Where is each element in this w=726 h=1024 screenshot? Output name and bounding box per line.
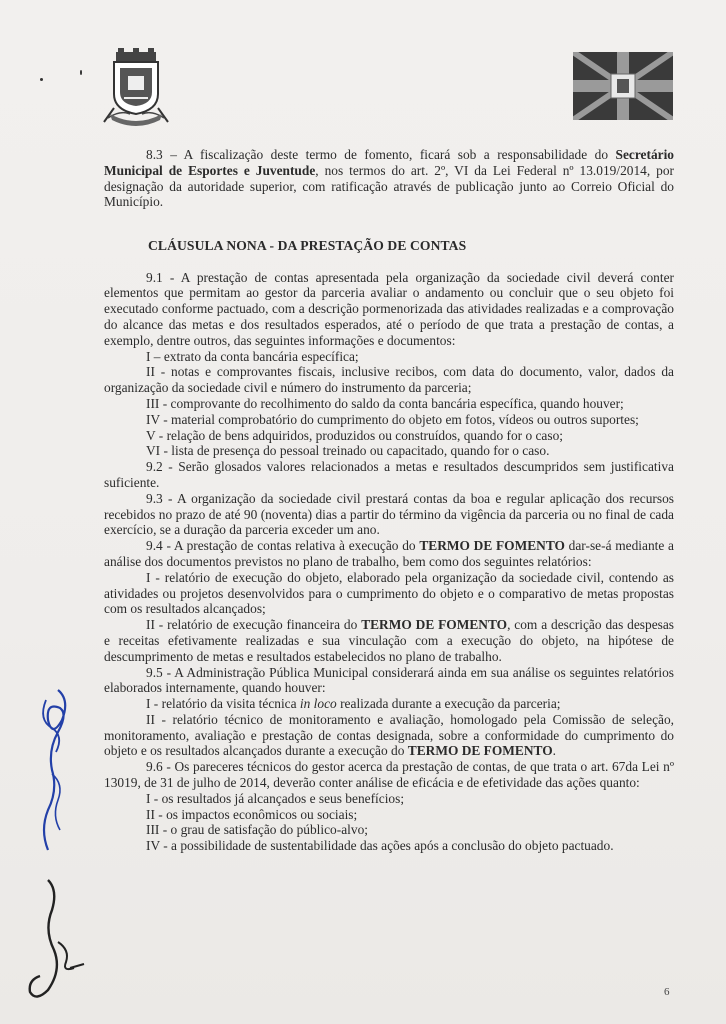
paragraph-9-3: 9.3 - A organização da sociedade civil prestará contas da boa e regular aplicação dos recursos recebidos no prazo de até 90 (noventa) dias a partir do término da vigência da parceria ou no final de cada exercício, se a duração da parceria exceder um ano.: [104, 490, 674, 538]
latin-term: in loco: [299, 696, 337, 712]
list-item: IV - a possibilidade de sustentabilidade das ações após a conclusão do objeto pactuado.: [146, 838, 614, 854]
paragraph-9-5: 9.5 - A Administração Pública Municipal considerará ainda em sua análise os seguintes relatórios elaborados internamente, quando houver:: [104, 664, 674, 696]
list-item: III - comprovante do recolhimento do saldo da conta bancária específica, quando houver;: [146, 395, 624, 411]
list-item: [104, 696, 674, 712]
list-item: I – extrato da conta bancária específica;: [146, 348, 359, 364]
list-item: [104, 712, 674, 759]
municipal-coat-of-arms-icon: [100, 48, 172, 128]
list-item: II - notas e comprovantes fiscais, inclusive recibos, com data do documento, valor, dados da organização da sociedade civil e número do instrumento da parceria;: [104, 364, 674, 396]
text: realizada durante a execução da parceria;: [336, 696, 561, 712]
term-name: TERMO DE FOMENTO: [361, 617, 508, 633]
paragraph-8-3: [104, 147, 674, 210]
paragraph-9-1: 9.1 - A prestação de contas apresentada pela organização da sociedade civil deverá conter elementos que permitam ao gestor da parceria avaliar o andamento ou concluir que o seu objeto foi executado conforme pactuado, com a descrição pormenorizada das atividades realizadas e a comprovação do alcance das metas e dos resultados esperados, até o período de que trata a prestação de contas, a exemplo, dentre outros, das seguintes informações e documentos:: [104, 269, 674, 348]
list-item: III - o grau de satisfação do público-alvo;: [146, 822, 368, 838]
handwritten-signature: [18, 680, 88, 1010]
text: I - relatório da visita técnica: [146, 696, 300, 712]
paragraph-9-4: [104, 538, 674, 570]
list-item: [104, 617, 674, 664]
term-name: TERMO DE FOMENTO: [419, 538, 565, 554]
list-item: V - relação de bens adquiridos, produzidos ou construídos, quando for o caso;: [146, 427, 563, 443]
list-item: VI - lista de presença do pessoal treinado ou capacitado, quando for o caso.: [146, 443, 550, 459]
paragraph-9-2: 9.2 - Serão glosados valores relacionados a metas e resultados descumpridos sem justificativa suficiente.: [104, 459, 674, 490]
text: II - relatório de execução financeira do: [146, 617, 362, 633]
paragraph-9-6: 9.6 - Os pareceres técnicos do gestor acerca da prestação de contas, de que trata o art. 67da Lei nº 13019, de 31 de julho de 2014, deverão conter análise de eficácia e de efetividade das ações quanto:: [104, 759, 674, 791]
text: .: [552, 743, 556, 759]
text: dar-se-á mediante a análise dos documentos previstos no plano de trabalho, bem como dos seguintes relatórios:: [104, 538, 674, 569]
list-item: IV - material comprobatório do cumprimento do objeto em fotos, vídeos ou outros suportes;: [146, 411, 639, 427]
text: II - relatório técnico de monitoramento e avaliação, homologado pela Comissão de seleção, monitoramento, avaliação e prestação de contas designada, sobre a conformidade do cumprimento do objeto e os resultados alcançados durante a execução do: [104, 711, 674, 759]
text: 8.3 – A fiscalização deste termo de fomento, ficará sob a responsabilidade do: [146, 147, 616, 162]
clause-nine-heading: CLÁUSULA NONA - DA PRESTAÇÃO DE CONTAS: [148, 237, 467, 253]
text: , nos termos do art. 2º, VI da Lei Federal nº 13.019/2014, por designação da autoridade superior, com ratificação através de publicação junto ao Correio Oficial do Município.: [104, 162, 675, 210]
term-name: TERMO DE FOMENTO: [407, 743, 553, 759]
document-body: [104, 147, 674, 854]
text: 9.4 - A prestação de contas relativa à execução do: [146, 538, 420, 554]
paper-speck: [80, 70, 82, 75]
list-item: I - os resultados já alcançados e seus benefícios;: [146, 790, 405, 806]
paper-speck: [40, 78, 43, 81]
list-item: I - relatório de execução do objeto, elaborado pela organização da sociedade civil, contendo as atividades ou projetos desenvolvidos para o cumprimento do objeto e o comparativo de metas propostas com os resultados alcançados;: [104, 569, 674, 617]
responsible-secretary: Secretário Municipal de Esportes e Juventude: [104, 147, 674, 178]
municipal-flag-icon: [573, 52, 673, 120]
page-number: 6: [664, 986, 670, 998]
list-item: II - os impactos econômicos ou sociais;: [146, 806, 358, 822]
text: , com a descrição das despesas e receitas efetivamente realizadas e sua vinculação com a execução do objeto, na hipótese de descumprimento de metas e resultados estabelecidos no plano de trabalho.: [104, 617, 675, 664]
